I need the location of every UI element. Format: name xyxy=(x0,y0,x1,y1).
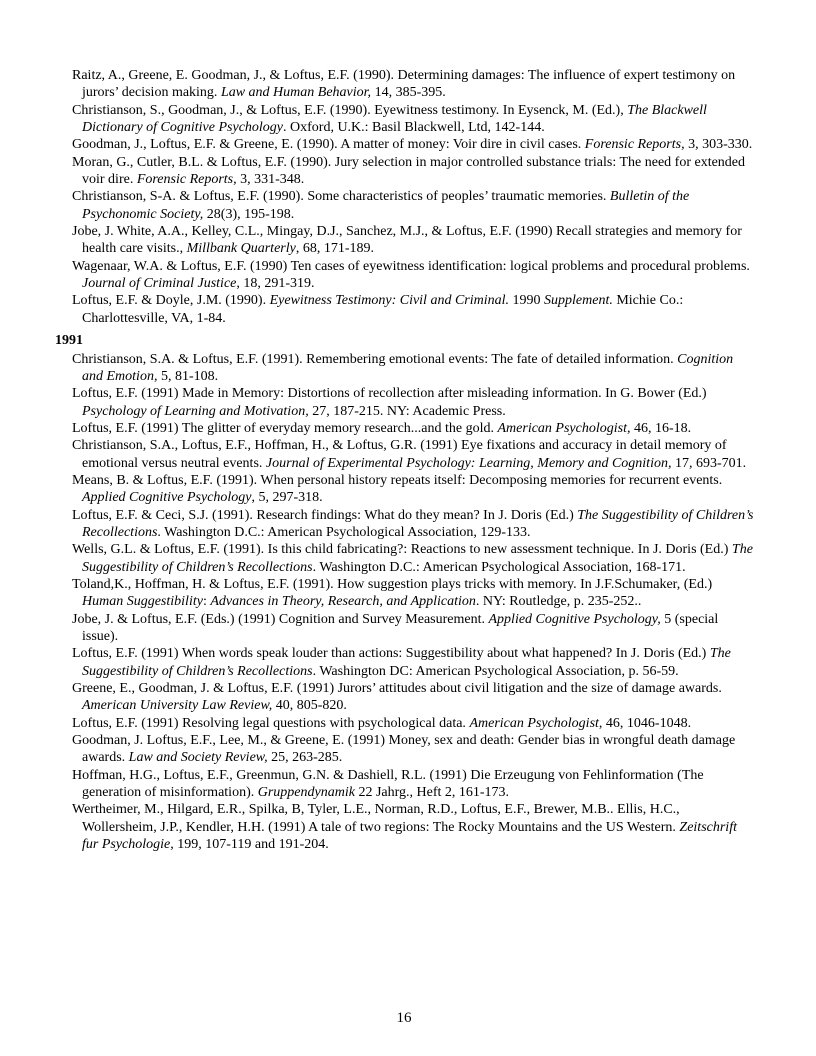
reference-text: Wells, G.L. & Loftus, E.F. (1991). Is this child fabricating?: Reactions to new assessment technique. In J. Doris (Ed.) xyxy=(72,542,732,558)
reference-title: American University Law Review, xyxy=(82,698,273,714)
reference-text: Hoffman, H.G., Loftus, E.F., Greenmun, G.N. & Dashiell, R.L. (1991) Die Erzeugung von Fehlinformation (The generation of misinformation). xyxy=(72,767,704,801)
reference-text: 5 (special issue). xyxy=(82,611,719,644)
reference-text: Wertheimer, M., Hilgard, E.R., Spilka, B, Tyler, L.E., Norman, R.D., Loftus, E.F., Brewer, M.B.. Ellis, H.C., Wollersheim, J.P., Kendler, H.H. (1991) A tale of two regions: The Rocky Mountains and the US Western. xyxy=(72,802,680,835)
reference-entry xyxy=(72,680,755,715)
reference-text: Loftus, E.F. (1991) When words speak louder than actions: Suggestibility about what happened? In J. Doris (Ed.) xyxy=(72,646,710,662)
reference-entry xyxy=(72,611,755,646)
reference-entry xyxy=(72,292,755,327)
reference-title: American Psychologist, xyxy=(497,420,631,436)
reference-text: . Washington DC: American Psychological Association, p. 56-59. xyxy=(312,663,679,679)
reference-text: Greene, E., Goodman, J. & Loftus, E.F. (1991) Jurors’ attitudes about civil litigation and the size of damage awards. xyxy=(72,681,722,697)
reference-text: . Washington D.C.: American Psychological Association, 168-171. xyxy=(312,559,686,575)
reference-text: Christianson, S.A., Loftus, E.F., Hoffman, H., & Loftus, G.R. (1991) Eye fixations and accuracy in detail memory of emotional versus neutral events. xyxy=(72,438,727,471)
reference-title: Forensic Reports, xyxy=(136,172,237,188)
reference-text: . Washington D.C.: American Psychological Association, 129-133. xyxy=(157,524,531,540)
reference-text: Michie Co.: Charlottesville, VA, 1-84. xyxy=(82,293,684,326)
reference-text: 22 Jahrg., Heft 2, 161-173. xyxy=(354,785,510,801)
reference-text: Christianson, S.A. & Loftus, E.F. (1991). Remembering emotional events: The fate of detailed information. xyxy=(72,351,678,367)
reference-text: 3, 331-348. xyxy=(236,172,305,188)
reference-list xyxy=(55,67,755,853)
reference-entry xyxy=(72,645,755,680)
reference-title: The Suggestibility of Children’s Recollections xyxy=(82,646,731,679)
reference-entry xyxy=(72,507,755,542)
reference-entry xyxy=(72,136,755,153)
reference-title: Applied Cognitive Psychology xyxy=(82,490,252,506)
reference-text: Christianson, S-A. & Loftus, E.F. (1990). Some characteristics of peoples’ traumatic memories. xyxy=(72,189,610,205)
reference-entry xyxy=(72,767,755,802)
reference-title: American Psychologist xyxy=(469,715,599,731)
reference-text: 40, 805-820. xyxy=(272,698,347,714)
references-1990 xyxy=(55,67,755,327)
reference-entry xyxy=(72,385,755,420)
reference-entry xyxy=(72,576,755,611)
reference-text: 17, 693-701. xyxy=(671,455,747,471)
reference-entry xyxy=(72,67,755,102)
reference-text: 25, 263-285. xyxy=(267,750,343,766)
reference-title: Cognition and Emotion, xyxy=(82,351,734,384)
page-number: 16 xyxy=(396,1010,412,1026)
reference-title: Law and Human Behavior, xyxy=(220,85,372,101)
reference-text: Loftus, E.F. (1991) Resolving legal questions with psychological data. xyxy=(72,715,470,731)
reference-text: . Oxford, U.K.: Basil Blackwell, Ltd, 142-144. xyxy=(283,120,545,136)
reference-entry xyxy=(72,437,755,472)
reference-entry xyxy=(72,102,755,137)
reference-text: Raitz, A., Greene, E. Goodman, J., & Loftus, E.F. (1990). Determining damages: The influence of expert testimony on jurors’ decision making. xyxy=(72,68,736,101)
reference-text: , 5, 297-318. xyxy=(251,490,323,506)
reference-text: Goodman, J., Loftus, E.F. & Greene, E. (1990). A matter of money: Voir dire in civil cases. xyxy=(72,137,585,153)
reference-text: 5, 81-108. xyxy=(157,368,219,384)
reference-text: , 68, 171-189. xyxy=(295,241,375,257)
reference-title: Advances in Theory, Research, and Application xyxy=(210,594,476,610)
reference-text: , 18, 291-319. xyxy=(236,276,315,292)
reference-text: Loftus, E.F. (1991) Made in Memory: Distortions of recollection after misleading information. In G. Bower (Ed.) xyxy=(72,386,707,402)
reference-title: Journal of Criminal Justice xyxy=(82,276,237,292)
reference-entry xyxy=(72,541,755,576)
reference-text: 3, 303-330. xyxy=(684,137,753,153)
reference-text: 14, 385-395. xyxy=(371,85,446,101)
reference-text: Loftus, E.F. & Ceci, S.J. (1991). Research findings: What do they mean? In J. Doris (Ed.) xyxy=(72,507,578,523)
reference-text: : xyxy=(202,594,211,610)
reference-title: Eyewitness Testimony: Civil and Criminal. xyxy=(269,293,510,309)
reference-text: Loftus, E.F. (1991) The glitter of everyday memory research...and the gold. xyxy=(72,420,498,436)
reference-text: 28(3), 195-198. xyxy=(203,206,295,222)
reference-entry xyxy=(72,223,755,258)
reference-entry xyxy=(72,188,755,223)
reference-title: Gruppendynamik xyxy=(257,785,355,801)
reference-title: Millbank Quarterly xyxy=(186,241,296,257)
reference-title: Forensic Reports, xyxy=(584,137,685,153)
reference-text: 1990 xyxy=(509,293,545,309)
reference-title: Psychology of Learning and Motivation, xyxy=(82,403,309,419)
reference-entry xyxy=(72,258,755,293)
reference-title: The Suggestibility of Children’s Recollections xyxy=(82,542,753,575)
reference-title: Applied Cognitive Psychology, xyxy=(488,611,661,627)
reference-title: Supplement. xyxy=(544,293,613,309)
references-1991 xyxy=(55,351,755,854)
reference-title: Journal of Experimental Psychology: Learning, Memory and Cognition, xyxy=(265,455,672,471)
reference-entry xyxy=(72,420,755,437)
reference-entry xyxy=(72,154,755,189)
reference-title: Law and Society Review, xyxy=(128,750,268,766)
reference-entry xyxy=(72,715,755,732)
reference-text: 27, 187-215. NY: Academic Press. xyxy=(308,403,506,419)
reference-text: Toland,K., Hoffman, H. & Loftus, E.F. (1991). How suggestion plays tricks with memory. In J.F.Schumaker, (Ed.) xyxy=(72,576,713,592)
reference-title: Zeitschrift fur Psychologie xyxy=(82,819,737,853)
reference-text: Loftus, E.F. & Doyle, J.M. (1990). xyxy=(72,293,270,309)
reference-text: , 46, 1046-1048. xyxy=(598,715,692,731)
reference-text: . NY: Routledge, p. 235-252.. xyxy=(475,594,642,610)
year-heading: 1991 xyxy=(55,333,83,349)
reference-title: The Blackwell Dictionary of Cognitive Psychology xyxy=(82,102,707,136)
reference-title: The Suggestibility of Children’s Recollections xyxy=(82,507,754,540)
reference-text: Christianson, S., Goodman, J., & Loftus, E.F. (1990). Eyewitness testimony. In Eysenck, M. (Ed.), xyxy=(72,102,628,118)
reference-text: Wagenaar, W.A. & Loftus, E.F. (1990) Ten cases of eyewitness identification: logical problems and procedural problems. xyxy=(72,258,750,274)
reference-title: Bulletin of the Psychonomic Society, xyxy=(82,189,690,222)
reference-text: Jobe, J. & Loftus, E.F. (Eds.) (1991) Cognition and Survey Measurement. xyxy=(72,611,489,627)
reference-text: 46, 16-18. xyxy=(630,420,692,436)
reference-text: Goodman, J. Loftus, E.F., Lee, M., & Greene, E. (1991) Money, sex and death: Gender bias in wrongful death damage awards. xyxy=(72,733,736,766)
reference-title: Human Suggestibility xyxy=(82,594,203,610)
reference-entry xyxy=(72,472,755,507)
reference-text: Means, B. & Loftus, E.F. (1991). When personal history repeats itself: Decomposing memories for recurrent events. xyxy=(72,472,723,488)
reference-text: Moran, G., Cutler, B.L. & Loftus, E.F. (1990). Jury selection in major controlled substance trials: The need for extended voir dire. xyxy=(72,154,746,188)
reference-text: , 199, 107-119 and 191-204. xyxy=(170,837,329,853)
reference-entry xyxy=(72,732,755,767)
reference-entry xyxy=(72,351,755,386)
reference-text: Jobe, J. White, A.A., Kelley, C.L., Mingay, D.J., Sanchez, M.J., & Loftus, E.F. (1990) Recall strategies and memory for health care visits., xyxy=(72,224,742,257)
reference-entry xyxy=(72,801,755,853)
